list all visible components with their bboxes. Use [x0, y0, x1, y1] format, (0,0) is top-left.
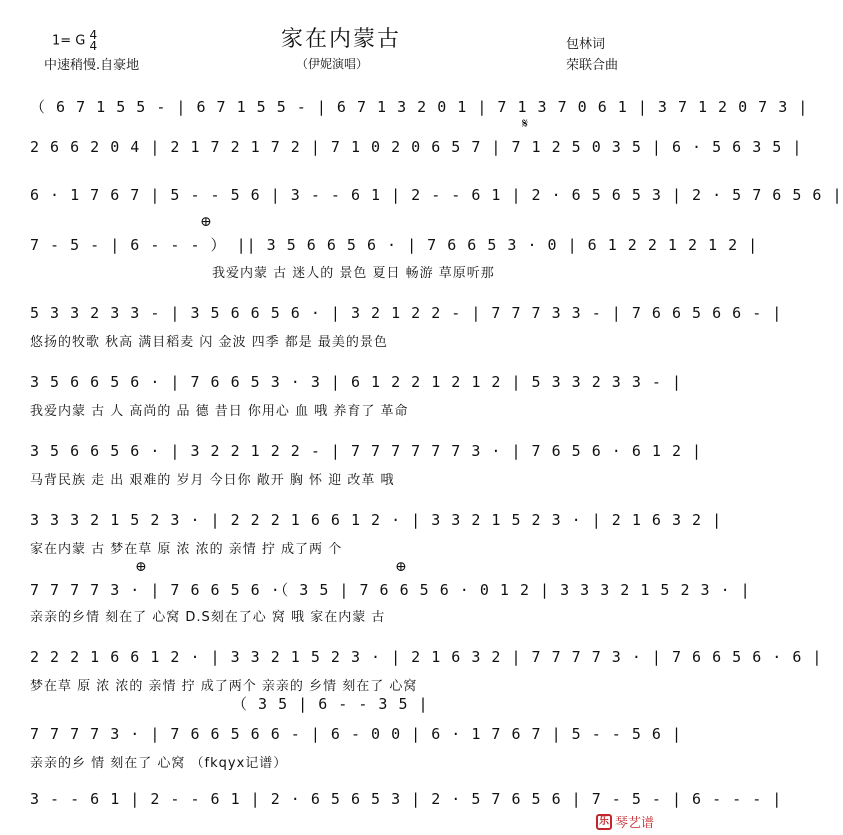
page-title: 家在内蒙古: [281, 27, 402, 52]
score-row-4: 7 - 5 - | 6 - - - ） || 3 5 6 6 5 6 · | 7 6 6 5 3 · 0 | 6 1 2 2 1 2 1 2 |: [30, 236, 759, 254]
segno-sign: 𝄋: [522, 116, 529, 132]
lyricist: 包林词: [566, 37, 606, 52]
score-row-8: 3 3 3 2 1 5 2 3 · | 2 2 2 1 6 6 1 2 · | 3 3 2 1 5 2 3 · | 2 1 6 3 2 |: [30, 511, 723, 529]
score-row-5: 5 3 3 2 3 3 - | 3 5 6 6 5 6 · | 3 2 1 2 2 - | 7 7 7 3 3 - | 7 6 6 5 6 6 - |: [30, 304, 783, 322]
coda-sign: ⊕: [200, 214, 212, 230]
lyric-row-4: 我爱内蒙 古 迷人的 景色 夏日 畅游 草原听那: [212, 266, 495, 281]
score-row-1: （ 6 7 1 5 5 - | 6 7 1 5 5 - | 6 7 1 3 2 0 1 | 7 1 3 7 0 6 1 | 3 7 1 2 0 7 3 |: [30, 98, 809, 116]
lyric-row-5: 悠扬的牧歌 秋高 满目稻麦 闪 金波 四季 都是 最美的景色: [30, 335, 388, 350]
score-row-2: 2 6 6 2 0 4 | 2 1 7 2 1 7 2 | 7 1 0 2 0 6 5 7 | 7 1 2 5 0 3 5 | 6 · 5 6 3 5 |: [30, 138, 803, 156]
logo-text: 琴艺谱: [615, 816, 655, 831]
singer-credit: （伊妮演唱）: [296, 57, 369, 71]
time-signature: [90, 30, 98, 52]
key-signature: [52, 30, 97, 52]
lyric-row-9: 亲亲的乡情 刻在了 心窝 D.S刻在了心 窝 哦 家在内蒙 古: [30, 610, 386, 625]
lyric-row-11: 亲亲的乡 情 刻在了 心窝 （fkqyx记谱）: [30, 756, 288, 771]
time-top: 4: [89, 28, 98, 42]
time-bottom: 4: [89, 39, 98, 53]
tempo-marking: 中速稍慢.自豪地: [44, 58, 140, 73]
score-row-3: 6 · 1 7 6 7 | 5 - - 5 6 | 3 - - 6 1 | 2 - - 6 1 | 2 · 6 5 6 5 3 | 2 · 5 7 6 5 6 |: [30, 186, 843, 204]
score-row-10: 2 2 2 1 6 6 1 2 · | 3 3 2 1 5 2 3 · | 2 1 6 3 2 | 7 7 7 7 3 · | 7 6 6 5 6 · 6 |: [30, 648, 823, 666]
logo-icon: 乐: [596, 814, 612, 830]
score-row-12: 3 - - 6 1 | 2 - - 6 1 | 2 · 6 5 6 5 3 | 2 · 5 7 6 5 6 | 7 - 5 - | 6 - - - |: [30, 790, 783, 808]
site-logo: [596, 812, 654, 831]
score-row-6: 3 5 6 6 5 6 · | 7 6 6 5 3 · 3 | 6 1 2 2 1 2 1 2 | 5 3 3 2 3 3 - |: [30, 373, 682, 391]
composer: 荣联合曲: [566, 58, 619, 73]
coda-sign: ⊕: [395, 559, 407, 575]
lyric-row-6: 我爱内蒙 古 人 高尚的 品 德 昔日 你用心 血 哦 养育了 革命: [30, 404, 409, 419]
score-row-7: 3 5 6 6 5 6 · | 3 2 2 1 2 2 - | 7 7 7 7 7 7 3 · | 7 6 5 6 · 6 1 2 |: [30, 442, 703, 460]
lyric-row-10: 梦在草 原 浓 浓的 亲情 拧 成了两个 亲亲的 乡情 刻在了 心窝: [30, 679, 418, 694]
score-row-9: 7 7 7 7 3 · | 7 6 6 5 6 ·（ 3 5 | 7 6 6 5 6 · 0 1 2 | 3 3 3 2 1 5 2 3 · |: [30, 581, 751, 599]
lyric-row-8: 家在内蒙 古 梦在草 原 浓 浓的 亲情 拧 成了两 个: [30, 542, 343, 557]
lyric-row-7: 马背民族 走 出 艰难的 岁月 今日你 敞开 胸 怀 迎 改革 哦: [30, 473, 395, 488]
coda-sign: ⊕: [135, 559, 147, 575]
key-label: 1= G: [52, 33, 86, 49]
ending-bracket: （ 3 5 | 6 - - 3 5 |: [232, 695, 429, 713]
score-row-11: 7 7 7 7 3 · | 7 6 6 5 6 6 - | 6 - 0 0 | 6 · 1 7 6 7 | 5 - - 5 6 |: [30, 725, 682, 743]
